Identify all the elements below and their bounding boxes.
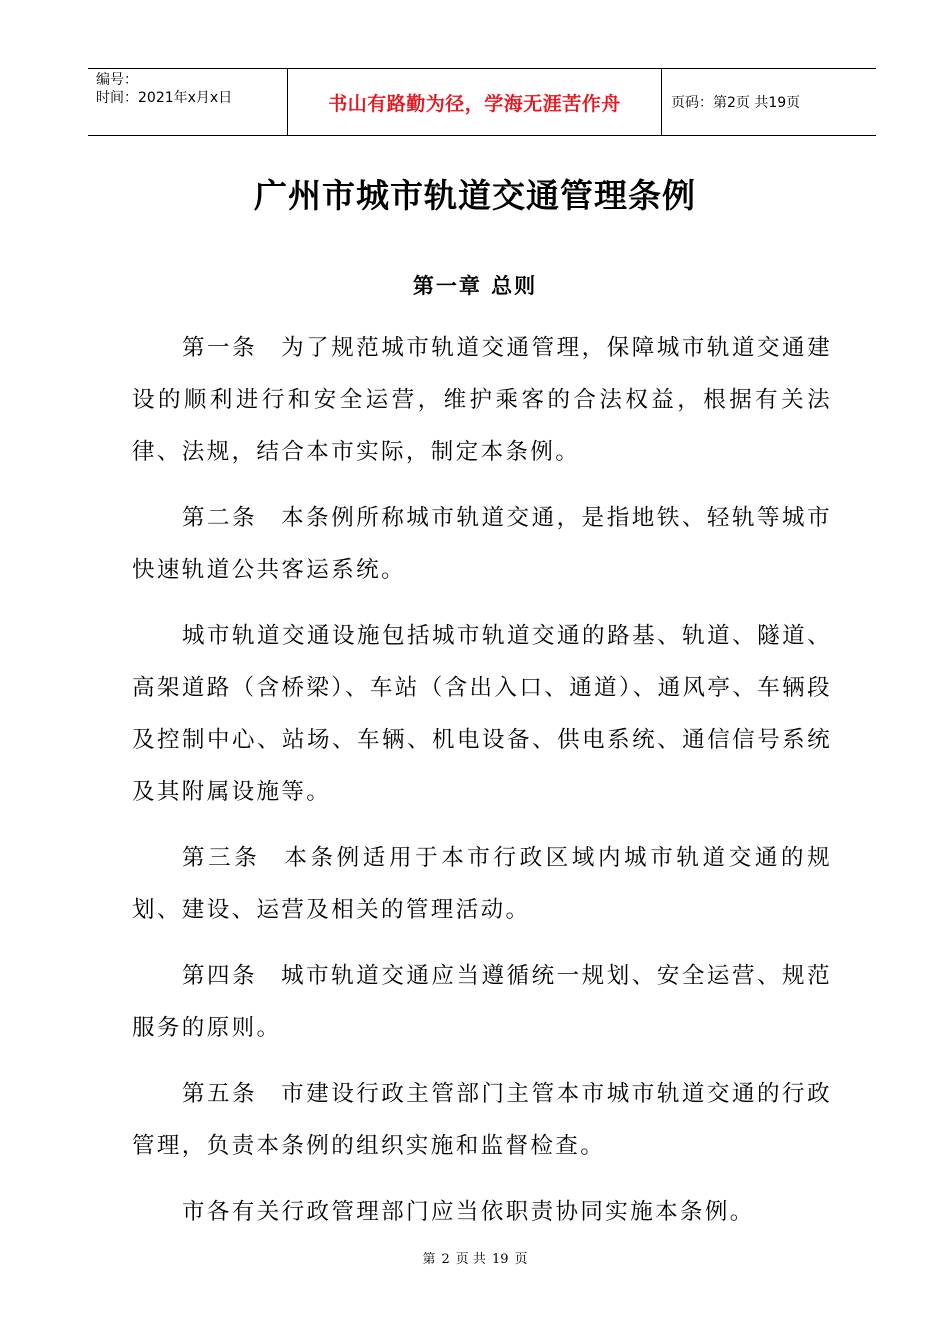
article-number: 第四条 <box>182 963 258 989</box>
header-motto: 书山有路勤为径，学海无涯苦作舟 <box>288 69 662 135</box>
paragraph-text: 城市轨道交通设施包括城市轨道交通的路基、轨道、隧道、高架道路（含桥梁）、车站（含出入口、通道）、通风亭、车辆段及控制中心、站场、车辆、机电设备、供电系统、通信信号系统及其附属设施等。 <box>132 623 832 805</box>
header-meta <box>88 69 288 135</box>
header-page-label: 页码：第2页 共19页 <box>671 95 801 111</box>
paragraph-text: 为了规范城市轨道交通管理，保障城市轨道交通建设的顺利进行和安全运营，维护乘客的合法权益，根据有关法律、法规，结合本市实际，制定本条例。 <box>132 335 832 465</box>
chapter-heading: 第一章 总则 <box>412 274 538 298</box>
paragraph-text: 城市轨道交通应当遵循统一规划、安全运营、规范服务的原则。 <box>132 963 832 1041</box>
paragraph-article-5 <box>132 1068 832 1172</box>
paragraph-text: 本条例适用于本市行政区域内城市轨道交通的规划、建设、运营及相关的管理活动。 <box>132 845 832 923</box>
footer-page-prefix: 第 <box>422 1252 436 1267</box>
paragraph-text: 市各有关行政管理部门应当依职责协同实施本条例。 <box>182 1199 755 1225</box>
page-footer <box>0 1248 950 1267</box>
page-header <box>88 68 876 136</box>
paragraph-article-2-clause-2 <box>132 610 832 818</box>
footer-page-current: 2 <box>441 1252 450 1267</box>
article-number: 第二条 <box>182 505 258 531</box>
paragraph-article-5-clause-2 <box>132 1186 832 1238</box>
paragraph-article-3 <box>132 832 832 936</box>
article-number: 第三条 <box>182 845 261 871</box>
paragraph-text: 市建设行政主管部门主管本市城市轨道交通的行政管理，负责本条例的组织实施和监督检查。 <box>132 1081 832 1159</box>
document-body <box>132 322 832 1252</box>
paragraph-text: 本条例所称城市轨道交通，是指地铁、轻轨等城市快速轨道公共客运系统。 <box>132 505 832 583</box>
paragraph-article-1 <box>132 322 832 478</box>
footer-page-total: 19 <box>491 1252 509 1267</box>
number-label: 编号： <box>96 72 138 88</box>
paragraph-article-2 <box>132 492 832 596</box>
paragraph-article-4 <box>132 950 832 1054</box>
time-label: 时间：2021年x月x日 <box>96 90 233 106</box>
article-number: 第一条 <box>182 335 258 361</box>
article-number: 第五条 <box>182 1081 258 1107</box>
document-title: 广州市城市轨道交通管理条例 <box>254 176 696 215</box>
footer-page-suffix: 页 <box>514 1252 528 1267</box>
footer-page-middle: 页 共 <box>455 1252 486 1267</box>
